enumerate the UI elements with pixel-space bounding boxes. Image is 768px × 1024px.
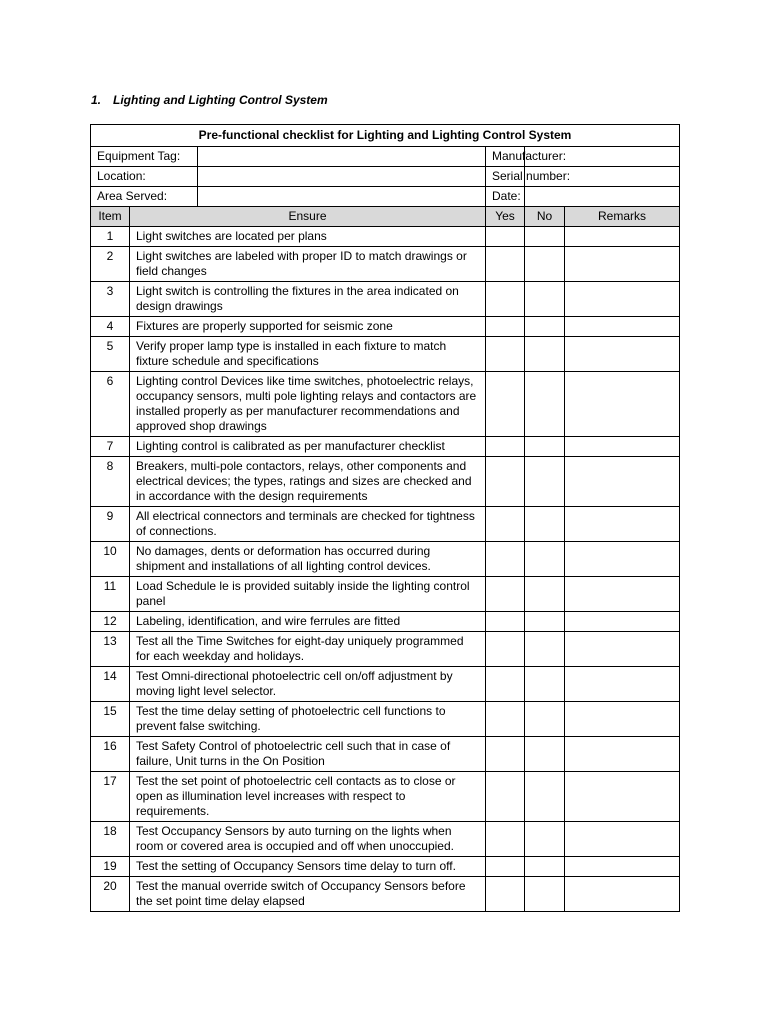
table-row: [91, 457, 680, 507]
table-row: [91, 822, 680, 857]
yes-checkbox-cell[interactable]: [486, 577, 525, 612]
equipment-tag-value: [198, 147, 486, 167]
yes-checkbox-cell[interactable]: [486, 507, 525, 542]
yes-checkbox-cell[interactable]: [486, 337, 525, 372]
ensure-text: Test the manual override switch of Occupancy Sensors before the set point time delay elapsed: [130, 877, 486, 912]
yes-checkbox-cell[interactable]: [486, 702, 525, 737]
no-checkbox-cell[interactable]: [525, 822, 565, 857]
checklist-table: [90, 124, 680, 912]
table-row: [91, 737, 680, 772]
remarks-cell[interactable]: [565, 702, 680, 737]
remarks-cell[interactable]: [565, 337, 680, 372]
yes-checkbox-cell[interactable]: [486, 457, 525, 507]
header-item: Item: [91, 207, 130, 227]
table-row: [91, 612, 680, 632]
ensure-text: Test all the Time Switches for eight-day uniquely programmed for each weekday and holidays.: [130, 632, 486, 667]
table-row: [91, 227, 680, 247]
yes-checkbox-cell[interactable]: [486, 247, 525, 282]
item-number: 4: [91, 317, 130, 337]
table-row: [91, 772, 680, 822]
item-number: 18: [91, 822, 130, 857]
item-number: 15: [91, 702, 130, 737]
no-checkbox-cell[interactable]: [525, 667, 565, 702]
area-served-label: Area Served:: [91, 187, 198, 207]
yes-checkbox-cell[interactable]: [486, 822, 525, 857]
remarks-cell[interactable]: [565, 857, 680, 877]
no-checkbox-cell[interactable]: [525, 282, 565, 317]
table-row: [91, 632, 680, 667]
no-checkbox-cell[interactable]: [525, 337, 565, 372]
yes-checkbox-cell[interactable]: [486, 612, 525, 632]
date-label: Date:: [486, 187, 525, 207]
table-row: [91, 667, 680, 702]
column-header-row: [91, 207, 680, 227]
remarks-cell[interactable]: [565, 437, 680, 457]
no-checkbox-cell[interactable]: [525, 227, 565, 247]
ensure-text: Labeling, identification, and wire ferrules are fitted: [130, 612, 486, 632]
no-checkbox-cell[interactable]: [525, 612, 565, 632]
ensure-text: Test the set point of photoelectric cell contacts as to close or open as illumination level increases with respect to requirements.: [130, 772, 486, 822]
item-number: 13: [91, 632, 130, 667]
item-number: 5: [91, 337, 130, 372]
no-checkbox-cell[interactable]: [525, 857, 565, 877]
no-checkbox-cell[interactable]: [525, 632, 565, 667]
yes-checkbox-cell[interactable]: [486, 667, 525, 702]
table-row: [91, 577, 680, 612]
item-number: 7: [91, 437, 130, 457]
table-row: [91, 702, 680, 737]
area-served-value: [198, 187, 486, 207]
item-number: 3: [91, 282, 130, 317]
header-remarks: Remarks: [565, 207, 680, 227]
no-checkbox-cell[interactable]: [525, 507, 565, 542]
remarks-cell[interactable]: [565, 247, 680, 282]
item-number: 2: [91, 247, 130, 282]
table-row: [91, 372, 680, 437]
no-checkbox-cell[interactable]: [525, 372, 565, 437]
ensure-text: Lighting control is calibrated as per manufacturer checklist: [130, 437, 486, 457]
ensure-text: Light switches are labeled with proper ID to match drawings or field changes: [130, 247, 486, 282]
yes-checkbox-cell[interactable]: [486, 632, 525, 667]
ensure-text: Light switches are located per plans: [130, 227, 486, 247]
item-number: 20: [91, 877, 130, 912]
table-title: Pre-functional checklist for Lighting and Lighting Control System: [91, 125, 680, 147]
table-row: [91, 507, 680, 542]
ensure-text: Load Schedule le is provided suitably inside the lighting control panel: [130, 577, 486, 612]
location-label: Location:: [91, 167, 198, 187]
ensure-text: All electrical connectors and terminals are checked for tightness of connections.: [130, 507, 486, 542]
remarks-cell[interactable]: [565, 737, 680, 772]
no-checkbox-cell[interactable]: [525, 737, 565, 772]
no-checkbox-cell[interactable]: [525, 437, 565, 457]
remarks-cell[interactable]: [565, 507, 680, 542]
no-checkbox-cell[interactable]: [525, 457, 565, 507]
yes-checkbox-cell[interactable]: [486, 372, 525, 437]
yes-checkbox-cell[interactable]: [486, 542, 525, 577]
ensure-text: Breakers, multi-pole contactors, relays, other components and electrical devices; the types, ratings and sizes are checked and in accordance with the design requirements: [130, 457, 486, 507]
table-row: [91, 317, 680, 337]
info-row-equipment-tag: [91, 147, 680, 167]
remarks-cell[interactable]: [565, 632, 680, 667]
item-number: 19: [91, 857, 130, 877]
remarks-cell[interactable]: [565, 612, 680, 632]
section-title: Lighting and Lighting Control System: [113, 93, 328, 107]
section-heading: [91, 93, 328, 107]
yes-checkbox-cell[interactable]: [486, 857, 525, 877]
no-checkbox-cell[interactable]: [525, 317, 565, 337]
remarks-cell[interactable]: [565, 282, 680, 317]
header-yes: Yes: [486, 207, 525, 227]
ensure-text: Fixtures are properly supported for seismic zone: [130, 317, 486, 337]
table-row: [91, 437, 680, 457]
item-number: 8: [91, 457, 130, 507]
item-number: 12: [91, 612, 130, 632]
yes-checkbox-cell[interactable]: [486, 437, 525, 457]
section-number: 1.: [91, 93, 102, 107]
remarks-cell[interactable]: [565, 317, 680, 337]
header-ensure: Ensure: [130, 207, 486, 227]
ensure-text: Lighting control Devices like time switches, photoelectric relays, occupancy sensors, multi pole lighting relays and contactors are installed properly as per manufacturer recommendations and approved shop drawings: [130, 372, 486, 437]
table-row: [91, 542, 680, 577]
yes-checkbox-cell[interactable]: [486, 772, 525, 822]
item-number: 1: [91, 227, 130, 247]
ensure-text: Verify proper lamp type is installed in each fixture to match fixture schedule and specifications: [130, 337, 486, 372]
item-number: 11: [91, 577, 130, 612]
ensure-text: Test Occupancy Sensors by auto turning on the lights when room or covered area is occupied and off when unoccupied.: [130, 822, 486, 857]
item-number: 17: [91, 772, 130, 822]
table-row: [91, 857, 680, 877]
ensure-text: Test the time delay setting of photoelectric cell functions to prevent false switching.: [130, 702, 486, 737]
item-number: 9: [91, 507, 130, 542]
remarks-cell[interactable]: [565, 667, 680, 702]
item-number: 14: [91, 667, 130, 702]
table-row: [91, 877, 680, 912]
ensure-text: Test Safety Control of photoelectric cell such that in case of failure, Unit turns in the On Position: [130, 737, 486, 772]
info-row-area-served: [91, 187, 680, 207]
no-checkbox-cell[interactable]: [525, 702, 565, 737]
table-row: [91, 282, 680, 317]
equipment-tag-label: Equipment Tag:: [91, 147, 198, 167]
info-row-location: [91, 167, 680, 187]
remarks-cell[interactable]: [565, 772, 680, 822]
no-checkbox-cell[interactable]: [525, 877, 565, 912]
yes-checkbox-cell[interactable]: [486, 737, 525, 772]
no-checkbox-cell[interactable]: [525, 772, 565, 822]
ensure-text: Light switch is controlling the fixtures in the area indicated on design drawings: [130, 282, 486, 317]
no-checkbox-cell[interactable]: [525, 542, 565, 577]
remarks-cell[interactable]: [565, 227, 680, 247]
manufacturer-label: Manufacturer:: [486, 147, 525, 167]
ensure-text: Test the setting of Occupancy Sensors time delay to turn off.: [130, 857, 486, 877]
ensure-text: Test Omni-directional photoelectric cell on/off adjustment by moving light level selector.: [130, 667, 486, 702]
ensure-text: No damages, dents or deformation has occurred during shipment and installations of all lighting control devices.: [130, 542, 486, 577]
yes-checkbox-cell[interactable]: [486, 877, 525, 912]
serial-number-label: Serial number:: [486, 167, 525, 187]
yes-checkbox-cell[interactable]: [486, 317, 525, 337]
item-number: 6: [91, 372, 130, 437]
yes-checkbox-cell[interactable]: [486, 282, 525, 317]
table-row: [91, 337, 680, 372]
remarks-cell[interactable]: [565, 822, 680, 857]
location-value: [198, 167, 486, 187]
no-checkbox-cell[interactable]: [525, 247, 565, 282]
remarks-cell[interactable]: [565, 577, 680, 612]
remarks-cell[interactable]: [565, 542, 680, 577]
item-number: 16: [91, 737, 130, 772]
table-row: [91, 247, 680, 282]
header-no: No: [525, 207, 565, 227]
yes-checkbox-cell[interactable]: [486, 227, 525, 247]
remarks-cell[interactable]: [565, 457, 680, 507]
date-value: [525, 187, 680, 207]
no-checkbox-cell[interactable]: [525, 577, 565, 612]
item-number: 10: [91, 542, 130, 577]
remarks-cell[interactable]: [565, 372, 680, 437]
remarks-cell[interactable]: [565, 877, 680, 912]
